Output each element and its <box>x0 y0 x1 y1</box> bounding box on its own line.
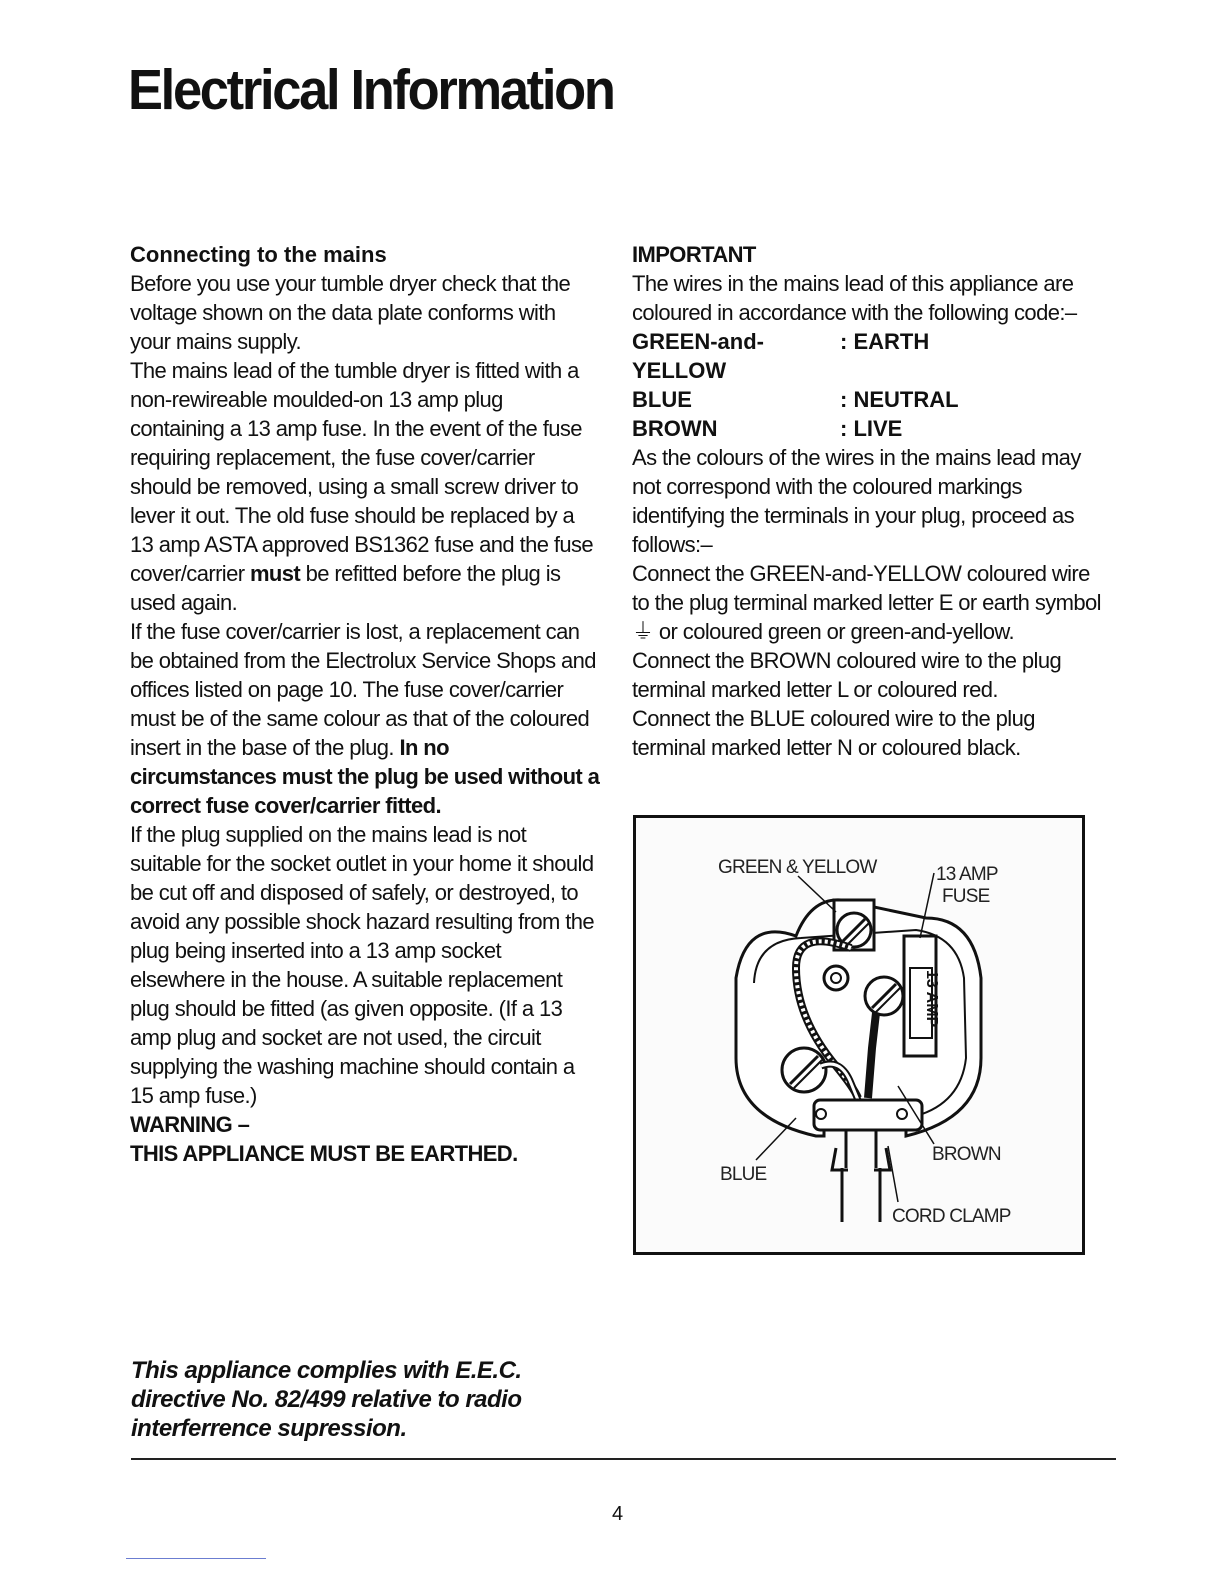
corner-mark <box>126 1558 266 1559</box>
label-green-yellow: GREEN & YELLOW <box>718 857 877 878</box>
eec-compliance-note: This appliance complies with E.E.C. directive No. 82/499 relative to radio interferrence supression. <box>131 1357 522 1442</box>
label-brown: BROWN <box>932 1144 1001 1165</box>
paragraph-fuse-replacement: The mains lead of the tumble dryer is fitted with a non-rewireable moulded-on 13 amp plug containing a 13 amp fuse. In the event of the fuse requiring replacement, the fuse cover/carrier should be removed, using a small screw driver to lever it out. The old fuse should be replaced by a 13 amp ASTA approved BS1362 fuse and the fuse cover/carrier must be refitted before the plug is used again. <box>130 358 594 615</box>
label-blue: BLUE <box>720 1164 767 1185</box>
paragraph-voltage: Before you use your tumble dryer check that the voltage shown on the data plate conforms with your mains supply. <box>130 271 571 354</box>
label-cord-clamp: CORD CLAMP <box>892 1206 1011 1227</box>
warning-heading: WARNING – <box>130 1112 250 1137</box>
paragraph-live-wire: Connect the BROWN coloured wire to the plug terminal marked letter L or coloured red. <box>632 648 1062 702</box>
right-column <box>632 240 1102 762</box>
emphasis-must: must <box>249 561 301 586</box>
fuse-rating-label: 13 AMP <box>923 970 940 1028</box>
plug-diagram-svg <box>636 818 1082 1252</box>
mains-cable <box>842 1130 880 1222</box>
left-column <box>130 240 600 1168</box>
paragraph-colour-mismatch: As the colours of the wires in the mains lead may not correspond with the coloured markings identifying the terminals in your plug, proceed as follows:– <box>632 445 1081 557</box>
paragraph-unsuitable-plug: If the plug supplied on the mains lead is not suitable for the socket outlet in your home it should be cut off and disposed of safely, or destroyed, to avoid any possible shock hazard resulting from the plug being inserted into a 13 amp socket elsewhere in the house. A suitable replacement plug should be fitted (as given opposite. (If a 13 amp plug and socket are not used, the circuit supplying the washing machine should contain a 15 amp fuse.) <box>130 822 595 1108</box>
wire-code-neutral: BLUE : NEUTRAL <box>632 387 959 412</box>
paragraph-neutral-wire: Connect the BLUE coloured wire to the plug terminal marked letter N or coloured black. <box>632 706 1035 760</box>
section-heading-mains: Connecting to the mains <box>130 242 387 267</box>
wire-code-live: BROWN : LIVE <box>632 416 903 441</box>
paragraph-earth-wire: Connect the GREEN-and-YELLOW coloured wire to the plug terminal marked letter E or earth symbol ⏚ or coloured green or green-and-yellow. <box>632 561 1101 644</box>
wire-code-earth: GREEN-and-YELLOW : EARTH <box>632 329 930 383</box>
paragraph-lost-cover: If the fuse cover/carrier is lost, a replacement can be obtained from the Electrolux Service Shops and offices listed on page 10. The fuse cover/carrier must be of the same colour as that of the coloured insert in the base of the plug. In no circumstances must the plug be used without a correct fuse cover/carrier fitted. <box>130 619 600 818</box>
footer-divider <box>131 1458 1116 1460</box>
emphasis-no-circumstances: In no circumstances must the plug be used without a correct fuse cover/carrier fitted. <box>130 735 600 818</box>
page-title: Electrical Information <box>128 58 614 122</box>
label-fuse: FUSE <box>942 886 990 907</box>
label-13-amp: 13 AMP <box>936 864 998 885</box>
earth-symbol-icon: ⏚ <box>632 619 654 644</box>
earthed-warning: THIS APPLIANCE MUST BE EARTHED. <box>130 1141 518 1166</box>
section-heading-important: IMPORTANT <box>632 242 756 267</box>
plug-wiring-diagram <box>633 815 1085 1255</box>
page-number: 4 <box>612 1503 624 1525</box>
paragraph-wire-intro: The wires in the mains lead of this appliance are coloured in accordance with the following code:– <box>632 271 1077 325</box>
